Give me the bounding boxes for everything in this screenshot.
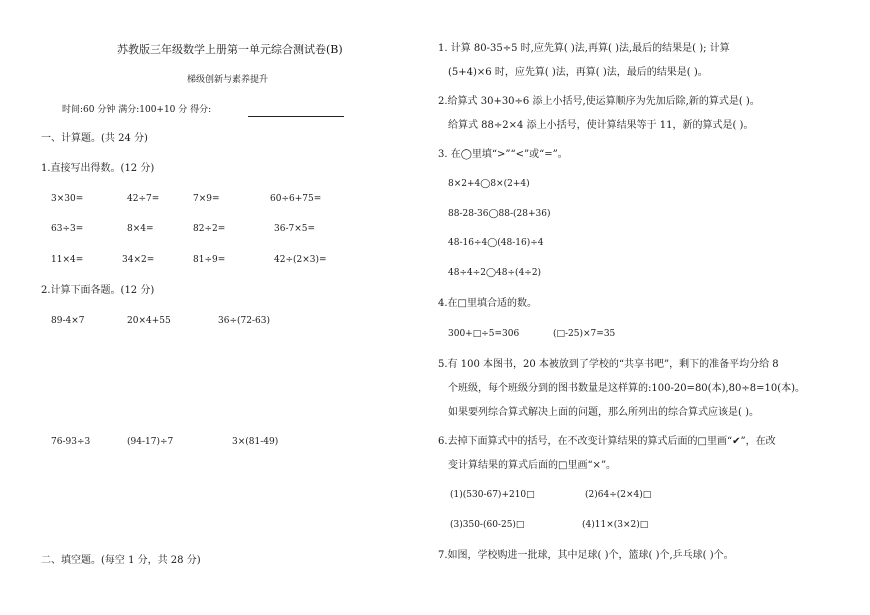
calc-item: 20×4+55 <box>127 316 171 326</box>
compare-item: 8×2+4◯8×(2+4) <box>448 179 530 189</box>
page-subtitle: 梯级创新与素养提升 <box>187 75 269 85</box>
score-blank-line <box>248 116 344 117</box>
oral-calc-item: 42÷(2×3)= <box>274 255 327 265</box>
q1-label: 1.直接写出得数。(12 分) <box>41 163 155 174</box>
compare-item: 48÷4÷2◯48÷(4÷2) <box>448 268 542 278</box>
oral-calc-item: 63÷3= <box>51 224 84 234</box>
oral-calc-item: 36-7×5= <box>274 224 316 234</box>
oral-calc-item: 81÷9= <box>193 255 226 265</box>
fill-q2-line2: 给算式 88÷2×4 添上小括号，使计算结果等于 11，新的算式是( )。 <box>448 120 754 131</box>
bracket-item: (2)64÷(2×4)□ <box>585 490 652 500</box>
calc-item: 36÷(72-63) <box>218 316 270 326</box>
bracket-item: (1)(530-67)+210□ <box>450 490 535 500</box>
exam-info: 时间:60 分钟 满分:100+10 分 得分: <box>62 105 212 115</box>
oral-calc-item: 7×9= <box>193 194 220 204</box>
oral-calc-item: 34×2= <box>122 255 155 265</box>
calc-item: (94-17)÷7 <box>127 437 174 447</box>
fill-q5-line2: 个班级，每个班级分到的图书数量是这样算的:100-20=80(本),80÷8=10(本)。 <box>448 383 806 394</box>
oral-calc-item: 82÷2= <box>193 224 226 234</box>
fill-q5-line3: 如果要列综合算式解决上面的问题，那么所列出的综合算式应该是( )。 <box>448 407 759 418</box>
calc-item: 3×(81-49) <box>232 437 279 447</box>
fill-q1-line1: 1. 计算 80-35÷5 时,应先算( )法,再算( )法,最后的结果是( ); 计算 <box>438 43 730 54</box>
oral-calc-item: 11×4= <box>51 255 84 265</box>
fill-q4-label: 4.在□里填合适的数。 <box>438 298 537 309</box>
section1-heading: 一、计算题。(共 24 分) <box>41 133 148 144</box>
compare-item: 88-28-36◯88-(28+36) <box>448 209 551 219</box>
oral-calc-item: 3×30= <box>51 194 84 204</box>
bracket-item: (3)350-(60-25)□ <box>450 520 525 530</box>
fill-q3-label: 3. 在◯里填“>”“<”或“=”。 <box>438 149 568 160</box>
fill-q2-line1: 2.给算式 30+30÷6 添上小括号,使运算顺序为先加后除,新的算式是( )。 <box>438 96 760 107</box>
oral-calc-item: 8×4= <box>127 224 154 234</box>
oral-calc-item: 60÷6+75= <box>270 194 322 204</box>
calc-item: 76-93÷3 <box>51 437 91 447</box>
bracket-item: (4)11×(3×2)□ <box>582 520 649 530</box>
oral-calc-item: 42÷7= <box>127 194 160 204</box>
box-fill-item: (□-25)×7=35 <box>553 329 616 339</box>
box-fill-item: 300+□÷5=306 <box>448 329 520 339</box>
section2-heading: 二、填空题。(每空 1 分，共 28 分) <box>41 555 201 566</box>
fill-q7-line1: 7.如图，学校购进一批球，其中足球( )个，篮球( )个,乒乓球( )个。 <box>438 550 734 561</box>
compare-item: 48-16÷4◯(48-16)÷4 <box>448 238 544 248</box>
fill-q6-line2: 变计算结果的算式后面的□里画“×”。 <box>448 460 617 471</box>
fill-q1-line2: (5+4)×6 时，应先算( )法，再算( )法，最后的结果是( )。 <box>448 67 708 78</box>
page-title: 苏教版三年级数学上册第一单元综合测试卷(B) <box>117 43 343 56</box>
fill-q5-line1: 5.有 100 本图书，20 本被放到了学校的“共享书吧”，剩下的准备平均分给 8 <box>438 359 779 370</box>
fill-q6-line1: 6.去掉下面算式中的括号，在不改变计算结果的算式后面的□里画“✔”，在改 <box>438 436 776 447</box>
calc-item: 89-4×7 <box>51 316 85 326</box>
q2-label: 2.计算下面各题。(12 分) <box>41 285 155 296</box>
